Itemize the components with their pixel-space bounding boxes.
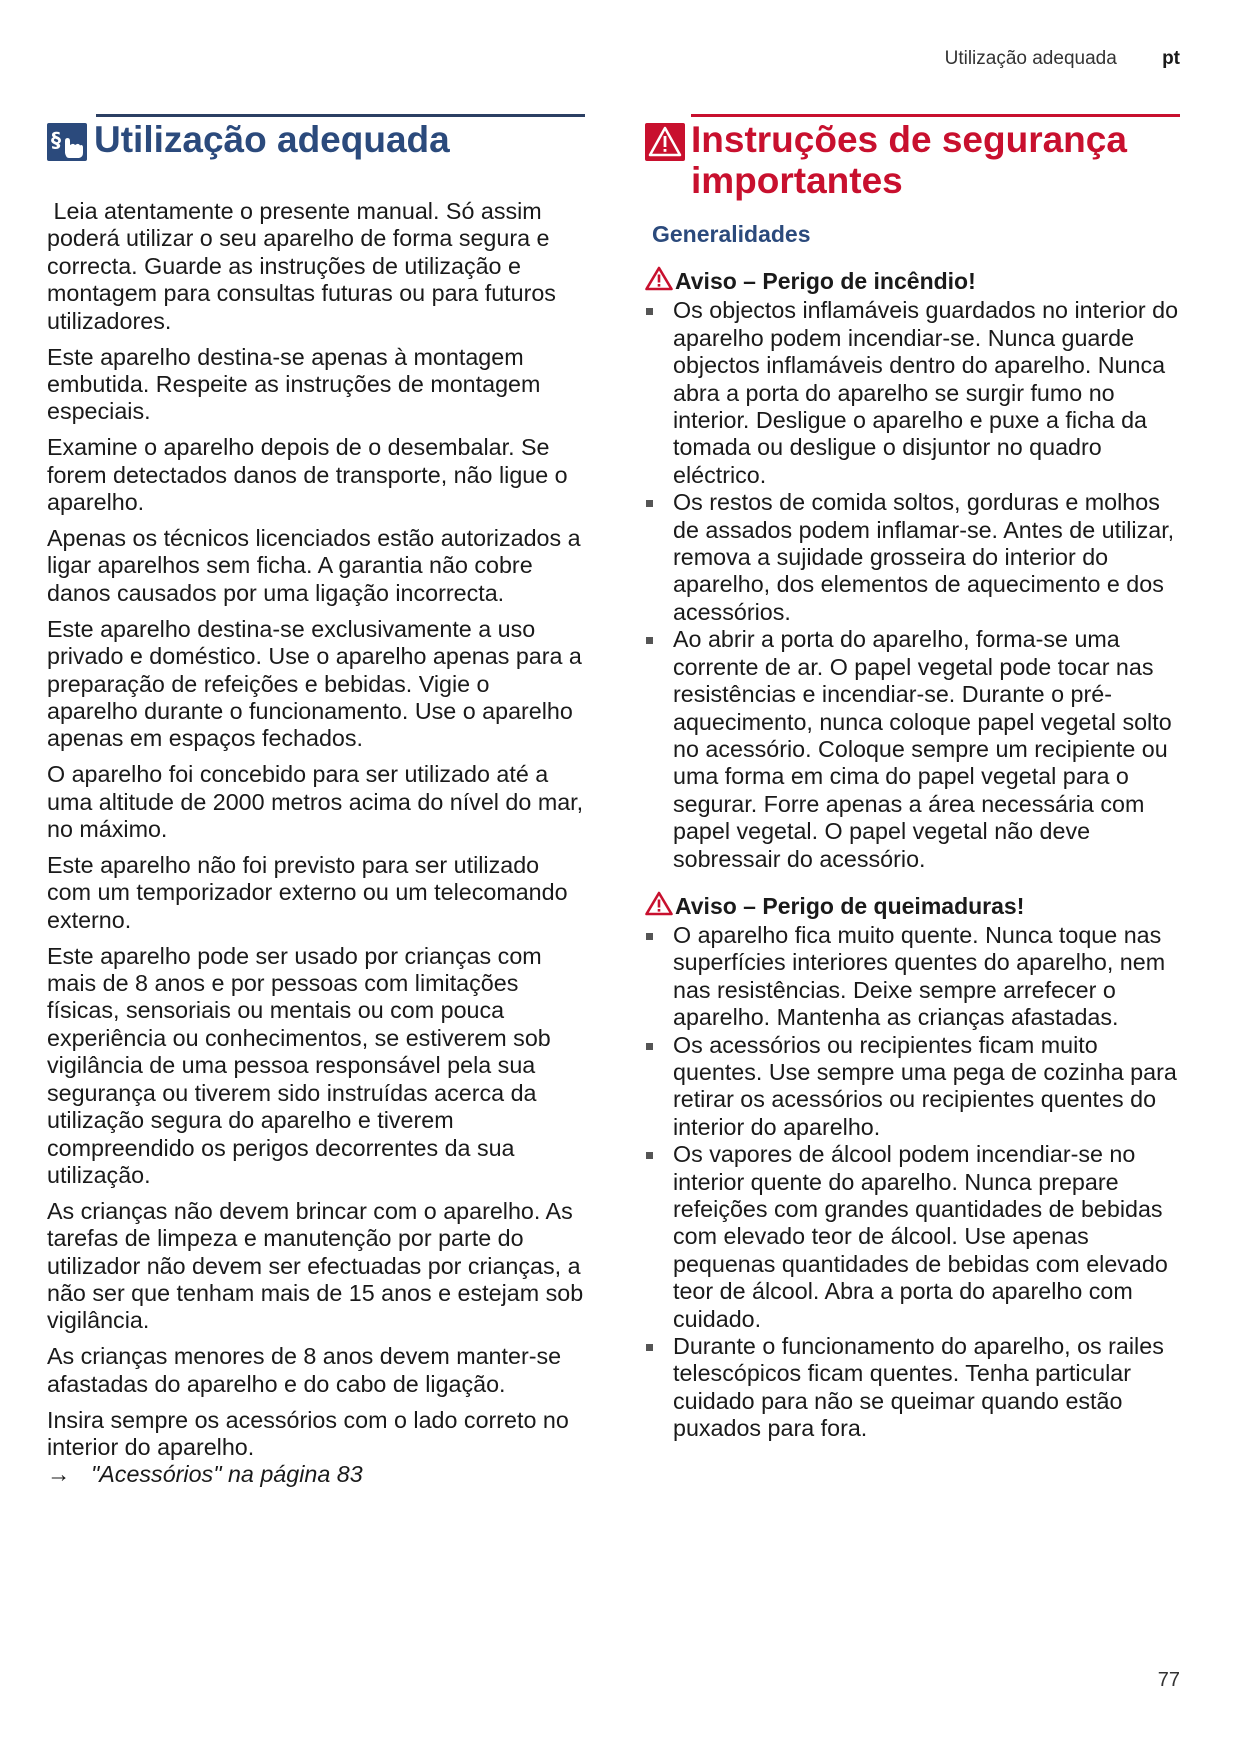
- paragraph-1: Leia atentamente o presente manual. Só assim poderá utilizar o seu aparelho de forma segura e correcta. Guarde as instruções de utilização e montagem para consultas futuras ou para futuros utilizadores.: [47, 198, 563, 334]
- list-item: Os objectos inflamáveis guardados no interior do aparelho podem incendiar-se. Nunca guarde objectos inflamáveis dentro do aparelho. Nunca abra a porta do aparelho se surgir fumo no interior. Desligue o aparelho e puxe a ficha da tomada ou desligue o disjuntor no quadro eléctrico.: [645, 297, 1180, 489]
- left-title-rule: [96, 114, 585, 117]
- right-column: [645, 114, 1180, 1443]
- left-title-block: [47, 119, 585, 166]
- right-title-block: [645, 119, 1180, 201]
- burn-warning-title: Aviso – Perigo de queimaduras!: [675, 892, 1025, 919]
- right-title-rule: [691, 114, 1180, 117]
- warning-triangle-icon: [645, 266, 675, 297]
- hand-section-icon: [47, 123, 87, 166]
- burn-warning-list: [645, 922, 1180, 1443]
- right-page-title: Instruções de segurança importantes: [691, 119, 1127, 201]
- paragraph-5: Este aparelho destina-se exclusivamente a uso privado e doméstico. Use o aparelho apenas para a preparação de refeições e bebidas. Vigie o aparelho durante o funcionamento. Use o aparelho apenas em espaços fechados.: [47, 615, 582, 752]
- fire-warning-title: Aviso – Perigo de incêndio!: [675, 268, 976, 295]
- subsection-title: Generalidades: [652, 221, 811, 247]
- paragraph-3: Examine o aparelho depois de o desembalar. Se forem detectados danos de transporte, não ligue o aparelho.: [47, 434, 568, 516]
- list-item: O aparelho fica muito quente. Nunca toque nas superfícies interiores quentes do aparelho, nem nas resistências. Deixe sempre arrefecer o aparelho. Mantenha as crianças afastadas.: [645, 922, 1180, 1032]
- page-number: 77: [1157, 1669, 1180, 1691]
- paragraph-11: Insira sempre os acessórios com o lado correto no interior do aparelho.: [47, 1406, 569, 1461]
- fire-warning-heading: [645, 266, 1180, 297]
- left-column: [47, 114, 585, 1489]
- fire-warning-list: [645, 297, 1180, 873]
- warning-triangle-icon: [645, 891, 675, 922]
- arrow-right-icon: →: [47, 1461, 71, 1488]
- left-page-title: Utilização adequada: [94, 119, 450, 160]
- list-item: Durante o funcionamento do aparelho, os railes telescópicos ficam quentes. Tenha particular cuidado para não se queimar quando estão puxados para fora.: [645, 1333, 1180, 1443]
- header-section-title: Utilização adequada: [944, 48, 1117, 69]
- paragraph-2: Este aparelho destina-se apenas à montagem embutida. Respeite as instruções de montagem especiais.: [47, 343, 541, 425]
- paragraph-4: Apenas os técnicos licenciados estão autorizados a ligar aparelhos sem ficha. A garantia não cobre danos causados por uma ligação incorrecta.: [47, 524, 581, 606]
- list-item: Os acessórios ou recipientes ficam muito quentes. Use sempre uma pega de cozinha para retirar os acessórios ou recipientes quentes do interior do aparelho.: [645, 1032, 1180, 1142]
- paragraph-8: Este aparelho pode ser usado por crianças com mais de 8 anos e por pessoas com limitações físicas, sensoriais ou mentais ou com pouca experiência ou conhecimentos, se estiverem sob vigilância de uma pessoa responsável pela sua segurança ou tiverem sido instruídas acerca da utilização segura do aparelho e tiverem compreendido os perigos decorrentes da sua utilização.: [47, 942, 551, 1188]
- list-item: Os vapores de álcool podem incendiar-se no interior quente do aparelho. Nunca prepare refeições com grandes quantidades de bebidas com elevado teor de álcool. Use apenas pequenas quantidades de bebidas com elevado teor de álcool. Abra a porta do aparelho com cuidado.: [645, 1141, 1180, 1333]
- paragraph-6: O aparelho foi concebido para ser utilizado até a uma altitude de 2000 metros acima do nível do mar, no máximo.: [47, 761, 584, 843]
- paragraph-9: As crianças não devem brincar com o aparelho. As tarefas de limpeza e manutenção por parte do utilizador não devem ser efectuadas por crianças, a não ser que tenham mais de 15 anos e estejam sob vigilância.: [47, 1197, 584, 1334]
- list-item: Os restos de comida soltos, gorduras e molhos de assados podem inflamar-se. Antes de utilizar, remova a sujidade grosseira do interior do aparelho, dos elementos de aquecimento e dos acessórios.: [645, 489, 1180, 626]
- cross-reference[interactable]: [47, 1461, 585, 1488]
- paragraph-7: Este aparelho não foi previsto para ser utilizado com um temporizador externo ou um telecomando externo.: [47, 851, 568, 933]
- svg-text:§: §: [51, 128, 61, 152]
- burn-warning-heading: [645, 891, 1180, 922]
- paragraph-10: As crianças menores de 8 anos devem manter-se afastadas do aparelho e do cabo de ligação.: [47, 1343, 562, 1397]
- list-item: Ao abrir a porta do aparelho, forma-se uma corrente de ar. O papel vegetal pode tocar nas resistências e incendiar-se. Durante o pré-aquecimento, nunca coloque papel vegetal solto no acessório. Coloque sempre um recipiente ou uma forma em cima do papel vegetal para o segurar. Forre apenas a área necessária com papel vegetal. O papel vegetal não deve sobressair do acessório.: [645, 626, 1180, 873]
- running-header: [945, 48, 1180, 70]
- header-language: pt: [1162, 48, 1180, 69]
- cross-reference-link[interactable]: "Acessórios" na página 83: [91, 1461, 363, 1488]
- warning-triangle-icon: [645, 123, 685, 166]
